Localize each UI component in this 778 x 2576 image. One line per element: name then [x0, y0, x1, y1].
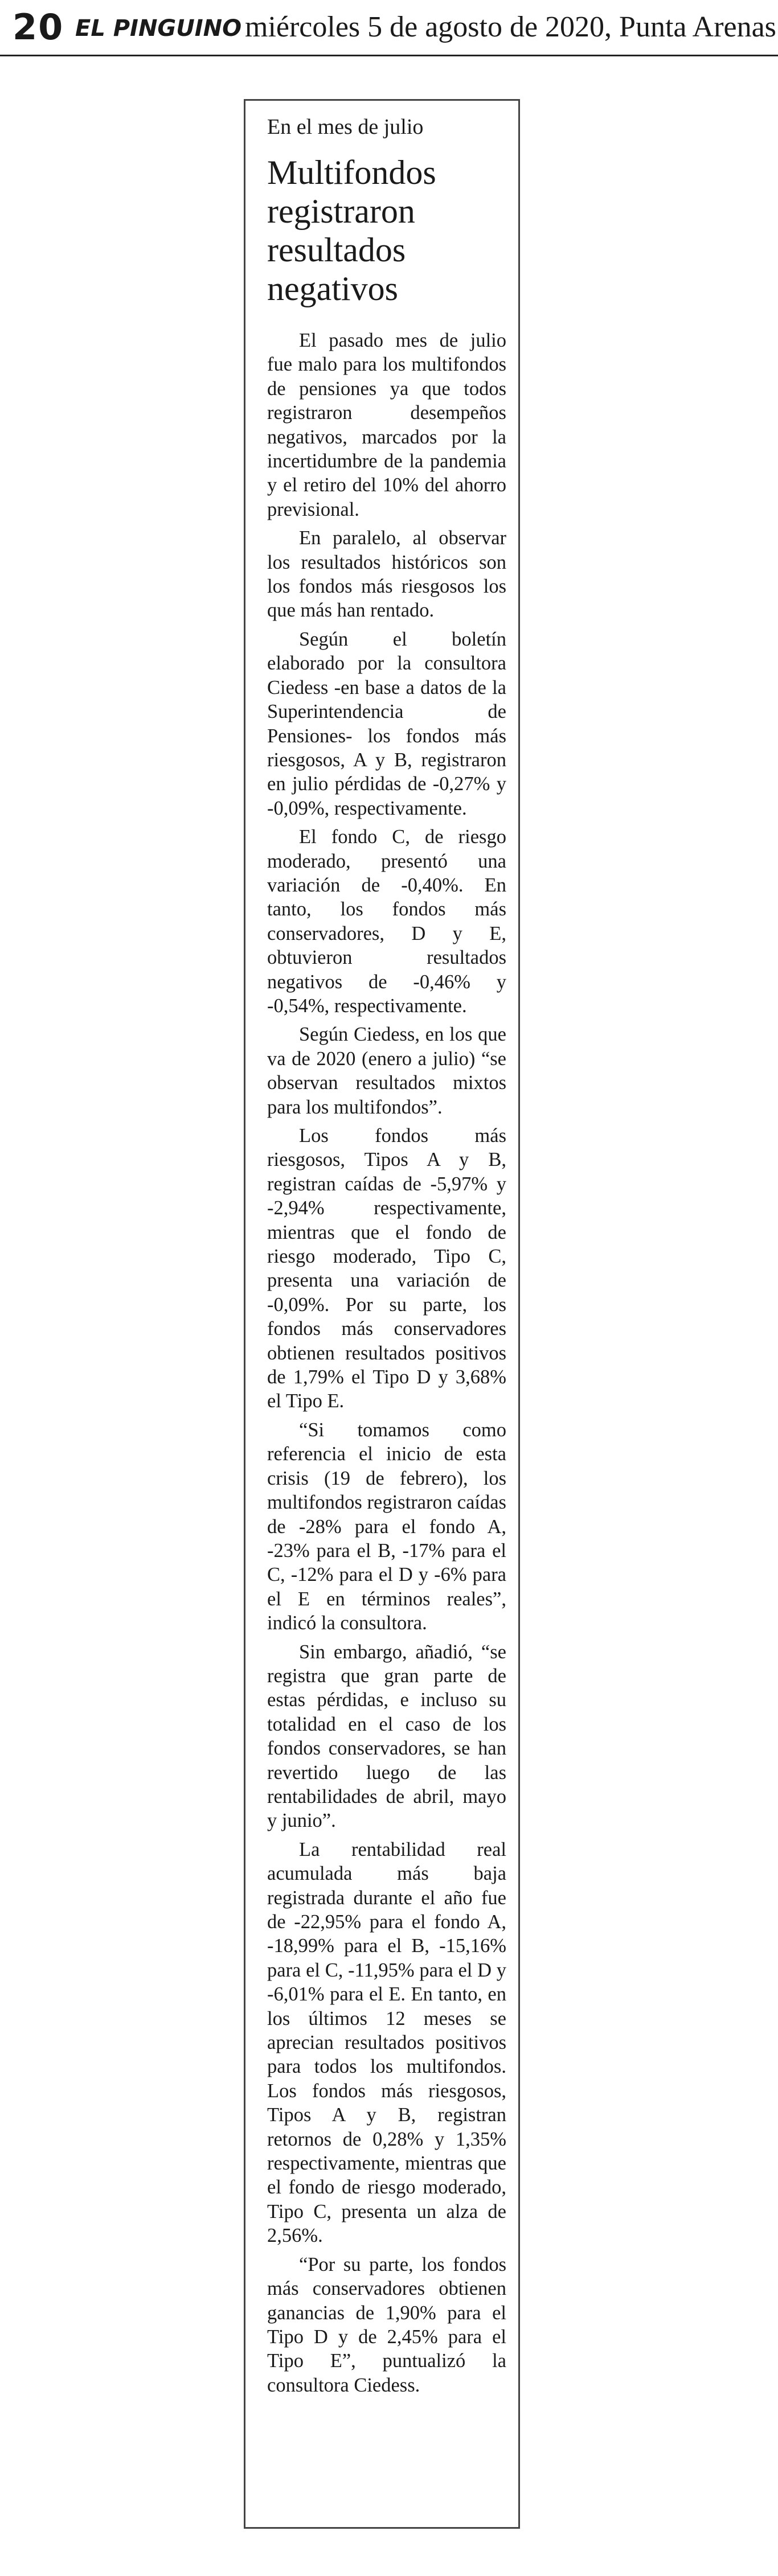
page-header — [0, 0, 778, 56]
page-number: 20 — [13, 6, 64, 48]
headline-line: negativos — [267, 270, 398, 307]
body-paragraph: Los fondos más riesgosos, Tipos A y B, registran caídas de -5,97% y -2,94% respectivamente, mientras que el fondo de riesgo moderado, Tipo C, presenta una variación de -0,09%. Por su parte, los fondos más conservadores obtienen resultados positivos de 1,79% el Tipo D y 3,68% el Tipo E. — [267, 1125, 506, 1412]
body-paragraph: Sin embargo, añadió, “se registra que gran parte de estas pérdidas, e incluso su totalidad en el caso de los fondos conservadores, se han revertido luego de las rentabilidades de abril, mayo y junio”. — [267, 1641, 506, 1832]
article — [244, 99, 520, 2529]
body-paragraph: El pasado mes de julio fue malo para los multifondos de pensiones ya que todos registraron desempeños negativos, marcados por la incertidumbre de la pandemia y el retiro del 10% del ahorro previsional. — [267, 330, 506, 520]
newspaper-masthead: EL PINGUINO — [75, 15, 242, 42]
body-paragraph: Según el boletín elaborado por la consultora Ciedess -en base a datos de la Superintendencia de Pensiones- los fondos más riesgosos, A y B, registraron en julio pérdidas de -0,27% y -0,09%, respectivamente. — [267, 628, 506, 819]
body-paragraph: “Si tomamos como referencia el inicio de esta crisis (19 de febrero), los multifondos registraron caídas de -28% para el fondo A, -23% para el B, -17% para el C, -12% para el D y -6% para el E en términos reales”, indicó la consultora. — [267, 1419, 506, 1634]
article-kicker: En el mes de julio — [267, 115, 424, 139]
article-body — [267, 328, 506, 2402]
body-paragraph: “Por su parte, los fondos más conservadores obtienen ganancias de 1,90% para el Tipo D y de 2,45% para el Tipo E”, puntualizó la consultora Ciedess. — [267, 2253, 506, 2396]
body-paragraph: En paralelo, al observar los resultados históricos son los fondos más riesgosos los que más han rentado. — [267, 527, 506, 622]
body-paragraph: Según Ciedess, en los que va de 2020 (enero a julio) “se observan resultados mixtos para los multifondos”. — [267, 1024, 506, 1118]
dateline: miércoles 5 de agosto de 2020, Punta Arenas — [245, 11, 776, 43]
body-paragraph: La rentabilidad real acumulada más baja registrada durante el año fue de -22,95% para el fondo A, -18,99% para el B, -15,16% para el C, -11,95% para el D y -6,01% para el E. En tanto, en los últimos 12 meses se aprecian resultados positivos para todos los multifondos. Los fondos más riesgosos, Tipos A y B, registran retornos de 0,28% y 1,35% respectivamente, mientras que el fondo de riesgo moderado, Tipo C, presenta un alza de 2,56%. — [267, 1838, 506, 2247]
headline-line: resultados — [267, 231, 406, 269]
body-paragraph: El fondo C, de riesgo moderado, presentó una variación de -0,40%. En tanto, los fondos más conservadores, D y E, obtuvieron resultados negativos de -0,46% y -0,54%, respectivamente. — [267, 826, 506, 1017]
headline-line: Multifondos — [267, 154, 436, 191]
headline-line: registraron — [267, 192, 415, 230]
article-headline — [267, 153, 506, 308]
